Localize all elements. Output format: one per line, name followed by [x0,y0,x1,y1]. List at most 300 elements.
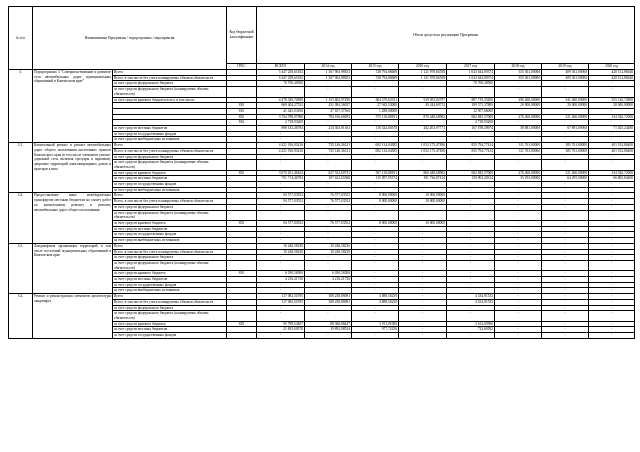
amount-cell: 3 670 201,46424 [257,170,305,176]
funding-source-label: за счет средств государственных фондов [113,232,227,238]
amount-cell: - [399,137,447,143]
amount-cell: - [542,193,589,199]
amount-cell: - [399,271,447,277]
amount-cell: - [305,226,352,232]
amount-cell: - [589,131,635,137]
amount-cell: - [495,321,542,327]
amount-cell: - [542,226,589,232]
amount-cell: 401 192,86400 [589,143,635,149]
amount-cell: 8 000,00000 [352,220,399,226]
amount-cell: - [305,81,352,87]
amount-cell: 4 334,91552 [447,299,495,305]
amount-cell: 109 571,37800 [447,103,495,109]
amount-cell: - [447,210,495,220]
amount-cell: 70 706,40500 [257,81,305,87]
row-number: 3. [9,70,33,143]
amount-cell: 10 246,58230 [257,249,305,255]
header-volume: Объем средств на реализацию Программы [257,7,635,64]
amount-cell: - [352,271,399,277]
amount-cell: - [257,160,305,170]
amount-cell: - [305,131,352,137]
grbs-code [227,160,257,170]
amount-cell: - [495,299,542,305]
funding-source-label: за счет средств федерального бюджета (планируемые объемы обязательств) [113,87,227,97]
amount-cell: 6 030,56500 [305,271,352,277]
amount-cell: - [589,199,635,205]
amount-cell: 21 693,00378 [257,327,305,333]
amount-cell: - [447,182,495,188]
amount-cell: - [589,305,635,311]
amount-cell: - [589,243,635,249]
amount-cell: - [542,137,589,143]
amount-cell: 76 577,03552 [305,199,352,205]
amount-cell: - [305,311,352,321]
amount-cell: - [399,311,447,321]
amount-cell: - [399,260,447,270]
amount-cell: - [399,182,447,188]
amount-cell: - [589,277,635,283]
amount-cell: - [305,187,352,193]
amount-cell: - [589,255,635,261]
amount-cell: - [447,187,495,193]
amount-cell: - [305,210,352,220]
amount-cell: 4 421 916,93416 [257,143,305,149]
amount-cell: - [399,305,447,311]
amount-cell: 8 000,00000 [352,199,399,205]
funding-source-label: за счет средств федерального бюджета [113,81,227,87]
amount-cell: - [305,238,352,244]
amount-cell: - [399,277,447,283]
funding-source-label: за счет средств государственных фондов [113,131,227,137]
amount-cell: 94 577,03552 [257,220,305,226]
amount-cell: - [352,182,399,188]
amount-cell: 116 524,04678 [352,126,399,132]
header-grbs: ГРБС [227,64,257,70]
amount-cell: 1 367 963,98653 [305,70,352,76]
amount-cell: - [589,182,635,188]
amount-cell: 10 000,00000 [399,220,447,226]
funding-source-label: за счет средств государственных фондов [113,182,227,188]
amount-cell: 1 121 978,84558 [399,75,447,81]
amount-cell: 420 152,86640 [589,75,635,81]
amount-cell: - [305,87,352,97]
amount-cell: 41 445,03160 [257,108,305,114]
amount-cell: 420 152,86640 [589,70,635,76]
amount-cell: - [447,199,495,205]
amount-cell: 94 577,03552 [257,199,305,205]
amount-cell: 887 719,33200 [447,97,495,103]
amount-cell: - [495,108,542,114]
amount-cell: 385 761,00000 [542,148,589,154]
amount-cell: - [257,288,305,294]
header-year: 2017 год [447,64,495,70]
grbs-code: 835 [227,170,257,176]
row-number: 3.2. [9,193,33,243]
amount-cell: - [589,238,635,244]
amount-cell: 5 447 258,65182 [257,75,305,81]
funding-source-label: за счет средств государственных фондов [113,333,227,339]
amount-cell: - [305,255,352,261]
funding-source-label: Всего [113,294,227,300]
header-num: № п/п [9,7,33,70]
amount-cell: - [352,120,399,126]
amount-cell: - [495,226,542,232]
amount-cell: - [589,154,635,160]
amount-cell: - [399,120,447,126]
amount-cell: 355 126,72800 [589,97,635,103]
amount-cell: 1 121 978,84558 [399,70,447,76]
amount-cell: 58 881,00000 [495,126,542,132]
amount-cell: - [542,87,589,97]
amount-cell: - [495,288,542,294]
amount-cell: - [399,210,447,220]
amount-cell: - [257,232,305,238]
amount-cell: - [352,288,399,294]
amount-cell: - [257,238,305,244]
funding-source-label: за счет средств внебюджетных источников [113,238,227,244]
amount-cell: - [589,271,635,277]
amount-cell: - [447,288,495,294]
amount-cell: 334 326,72000 [589,114,635,120]
table-body [9,70,635,339]
amount-cell: - [352,282,399,288]
amount-cell: - [399,255,447,261]
amount-cell: - [305,288,352,294]
amount-cell: 669 404,27552 [257,103,305,109]
amount-cell: - [495,238,542,244]
amount-cell: - [447,226,495,232]
amount-cell: 20 000,00000 [495,103,542,109]
amount-cell: - [495,220,542,226]
amount-cell: - [305,160,352,170]
amount-cell: - [352,243,399,249]
amount-cell: - [399,187,447,193]
amount-cell: 341 460,00000 [542,97,589,103]
amount-cell: - [589,226,635,232]
amount-cell: - [542,321,589,327]
amount-cell: - [305,333,352,339]
amount-cell: - [447,220,495,226]
amount-cell: 117 082,54785 [257,299,305,305]
amount-cell: - [352,154,399,160]
grbs-code [227,333,257,339]
amount-cell: 321 460,00000 [542,114,589,120]
amount-cell: 722,69592 [447,327,495,333]
amount-cell: - [352,160,399,170]
amount-cell: - [542,299,589,305]
amount-cell: - [495,232,542,238]
amount-cell: 682 845,57000 [447,170,495,176]
grbs-code [227,87,257,97]
amount-cell: - [447,277,495,283]
amount-cell: 627 523,60741 [305,170,352,176]
amount-cell: 311 761,00000 [495,143,542,149]
amount-cell: - [589,210,635,220]
funding-source-label: за счет средств краевого бюджета всего, в том числе: [113,97,227,103]
amount-cell: - [447,232,495,238]
amount-cell: - [495,120,542,126]
amount-cell: - [352,277,399,283]
amount-cell: - [257,226,305,232]
amount-cell: - [305,120,352,126]
amount-cell: 334 326,72000 [589,170,635,176]
amount-cell: - [257,131,305,137]
amount-cell: 1 052 175,47496 [399,143,447,149]
funding-source-label: за счет средств краевого бюджета [113,170,227,176]
amount-cell: 94 577,03552 [257,193,305,199]
amount-cell: - [542,277,589,283]
amount-cell: - [305,282,352,288]
amount-cell: 2 718,93200 [257,120,305,126]
amount-cell: 784 106,66093 [305,114,352,120]
amount-cell: 728 794,86689 [352,70,399,76]
amount-cell: - [542,187,589,193]
funding-source-label: за счет средств внебюджетных источников [113,187,227,193]
amount-cell: 385 761,00000 [542,143,589,149]
amount-cell: - [542,131,589,137]
funding-source-label: за счет средств федерального бюджета (планируемые объемы обязательств) [113,160,227,170]
amount-cell: - [447,333,495,339]
amount-cell: 107 622,65380 [305,176,352,182]
amount-cell: 1 043 644,09374 [447,70,495,76]
amount-cell: - [447,193,495,199]
funding-source-label: за счет средств местных бюджетов [113,176,227,182]
amount-cell: 67 891,00000 [542,126,589,132]
header-year: 2016 год [399,64,447,70]
amount-cell: - [447,87,495,97]
funding-source-label: за счет средств местных бюджетов [113,126,227,132]
amount-cell: - [495,87,542,97]
amount-cell: 870 448,60982 [399,114,447,120]
amount-cell: - [447,249,495,255]
grbs-code: 810 [227,321,257,327]
amount-cell: - [257,187,305,193]
amount-cell: 604 270,62011 [352,97,399,103]
amount-cell: - [352,249,399,255]
amount-cell: - [399,226,447,232]
amount-cell: 728 794,86689 [352,75,399,81]
amount-cell: 355 361,00000 [495,70,542,76]
amount-cell: 64 295,00000 [542,176,589,182]
amount-cell: - [589,249,635,255]
amount-cell: 860 448,60982 [399,170,447,176]
program-title: Ландшафтная организация территорий, в том числе поселений муниципальных образований в Камчатском крае [33,243,113,293]
amount-cell: - [257,260,305,270]
amount-cell: - [305,182,352,188]
amount-cell: - [542,282,589,288]
amount-cell: 276 460,00000 [495,170,542,176]
amount-cell: 682 134,04385 [352,143,399,149]
program-title: Ремонт и реконструкция элементов архитектуры ландшафта [33,294,113,339]
amount-cell: - [542,199,589,205]
amount-cell: - [589,327,635,333]
funding-source-label: Всего, в том числе без учета планируемых объемов обязательств [113,249,227,255]
amount-cell: - [257,204,305,210]
budget-table-page [8,6,634,339]
amount-cell: - [542,232,589,238]
amount-cell: 5 447 258,65182 [257,70,305,76]
amount-cell: - [257,182,305,188]
amount-cell: - [257,311,305,321]
amount-cell: - [399,327,447,333]
amount-cell: - [447,160,495,170]
amount-cell: - [495,182,542,188]
amount-cell: 191 726,87414 [399,176,447,182]
amount-cell: 355 361,00000 [495,75,542,81]
amount-cell: - [399,333,447,339]
amount-cell: 835 794,77414 [447,148,495,154]
funding-source-label: Всего, в том числе без учета планируемых объемов обязательств [113,148,227,154]
amount-cell: - [495,243,542,249]
funding-source-label: за счет средств федерального бюджета (планируемые объемы обязательств) [113,260,227,270]
amount-cell: - [399,131,447,137]
amount-cell: - [495,255,542,261]
amount-cell: - [352,187,399,193]
amount-cell: 3 612,65960 [447,321,495,327]
amount-cell: - [542,204,589,210]
amount-cell: - [399,299,447,305]
header-year: ВСЕГО [257,64,305,70]
amount-cell: - [495,210,542,220]
amount-cell: 115 097,95574 [352,176,399,182]
funding-source-label: за счет средств местных бюджетов [113,327,227,333]
header-year: 2015 год [352,64,399,70]
amount-cell: - [589,160,635,170]
amount-cell: - [495,282,542,288]
amount-cell: - [495,81,542,87]
amount-cell: 308 258,86981 [305,299,352,305]
amount-cell: - [447,260,495,270]
funding-source-label: за счет средств краевого бюджета [113,220,227,226]
amount-cell: - [399,243,447,249]
amount-cell: - [495,249,542,255]
amount-cell: 8 000,00000 [352,193,399,199]
funding-source-label: за счет средств внебюджетных источников [113,288,227,294]
row-number: 3.3. [9,243,33,293]
amount-cell: 4 334,91552 [447,294,495,300]
amount-cell: - [542,160,589,170]
amount-cell: - [399,87,447,97]
amount-cell: 1 367 963,98653 [305,75,352,81]
amount-cell: - [542,220,589,226]
header-year: 2014 год [305,64,352,70]
amount-cell: - [495,193,542,199]
funding-source-label: Всего, в том числе без учета планируемых объемов обязательств [113,299,227,305]
amount-cell: 12 507,66000 [447,108,495,114]
amount-cell: 4 478 349,74898 [257,97,305,103]
funding-source-label: за счет средств федерального бюджета [113,204,227,210]
amount-cell: - [589,81,635,87]
funding-source-label: за счет средств государственных фондов [113,282,227,288]
amount-cell: - [257,87,305,97]
amount-cell: 567 136,88811 [352,170,399,176]
amount-cell: 682 134,04385 [352,148,399,154]
amount-cell: 4 888,56250 [352,299,399,305]
amount-cell: 88 366,88447 [305,321,352,327]
amount-cell: - [495,305,542,311]
amount-cell: 977,72250 [352,327,399,333]
amount-cell: 117 082,54785 [257,294,305,300]
amount-cell: - [352,210,399,220]
amount-cell: 76 577,03552 [305,220,352,226]
amount-cell: - [495,131,542,137]
amount-cell: - [589,333,635,339]
amount-cell: - [495,137,542,143]
amount-cell: - [352,232,399,238]
amount-cell: - [495,154,542,160]
amount-cell: 2 718,93200 [447,120,495,126]
amount-cell: 10 246,58230 [305,243,352,249]
funding-source-label: за счет средств местных бюджетов [113,277,227,283]
amount-cell: 409 361,00000 [542,70,589,76]
amount-cell: - [305,260,352,270]
amount-cell: - [352,333,399,339]
amount-cell: 49 244,60713 [399,103,447,109]
amount-cell: - [589,288,635,294]
amount-cell: - [447,154,495,160]
funding-source-label: за счет средств краевого бюджета [113,271,227,277]
funding-source-label: Всего [113,193,227,199]
amount-cell: - [447,243,495,249]
amount-cell: - [399,249,447,255]
amount-cell: 1 153 602,97290 [305,97,352,103]
row-number: 3.1. [9,143,33,193]
amount-cell: - [257,137,305,143]
grbs-code: 816 [227,108,257,114]
amount-cell: - [305,232,352,238]
amount-cell: 76 577,03552 [305,193,352,199]
amount-cell: - [589,187,635,193]
grbs-code [227,210,257,220]
header-code: Код бюджетной классификации [227,7,257,64]
grbs-code: 816 [227,120,257,126]
amount-cell: - [542,288,589,294]
amount-cell: 27 945,53000 [352,103,399,109]
amount-cell: - [542,255,589,261]
amount-cell: - [495,160,542,170]
amount-cell: - [589,232,635,238]
amount-cell: - [495,187,542,193]
amount-cell: 202 203,97771 [399,126,447,132]
amount-cell: - [352,305,399,311]
amount-cell: - [352,226,399,232]
amount-cell: - [447,282,495,288]
amount-cell: - [542,243,589,249]
amount-cell: - [352,311,399,321]
grbs-code [227,311,257,321]
amount-cell: - [589,299,635,305]
amount-cell: - [447,271,495,277]
amount-cell: 20 000,00000 [589,103,635,109]
grbs-code: 810 [227,103,257,109]
amount-cell: - [399,288,447,294]
amount-cell: - [542,260,589,270]
amount-cell: - [447,255,495,261]
amount-cell: - [257,333,305,339]
budget-table [8,6,635,339]
amount-cell: 682 845,57000 [447,114,495,120]
amount-cell: - [352,255,399,261]
amount-cell: - [589,108,635,114]
amount-cell: - [399,81,447,87]
program-title: Предоставление иных межбюджетных трансфертов местным бюджетам на оплату работ по капитальному ремонту и ремонту автомобильных дорог общего пользования [33,193,113,243]
amount-cell: 95 789,54407 [257,321,305,327]
amount-cell: - [352,204,399,210]
amount-cell: - [542,294,589,300]
amount-cell: 27 657,37160 [305,108,352,114]
amount-cell: 10 246,58230 [305,249,352,255]
funding-source-label: за счет средств федерального бюджета [113,154,227,160]
